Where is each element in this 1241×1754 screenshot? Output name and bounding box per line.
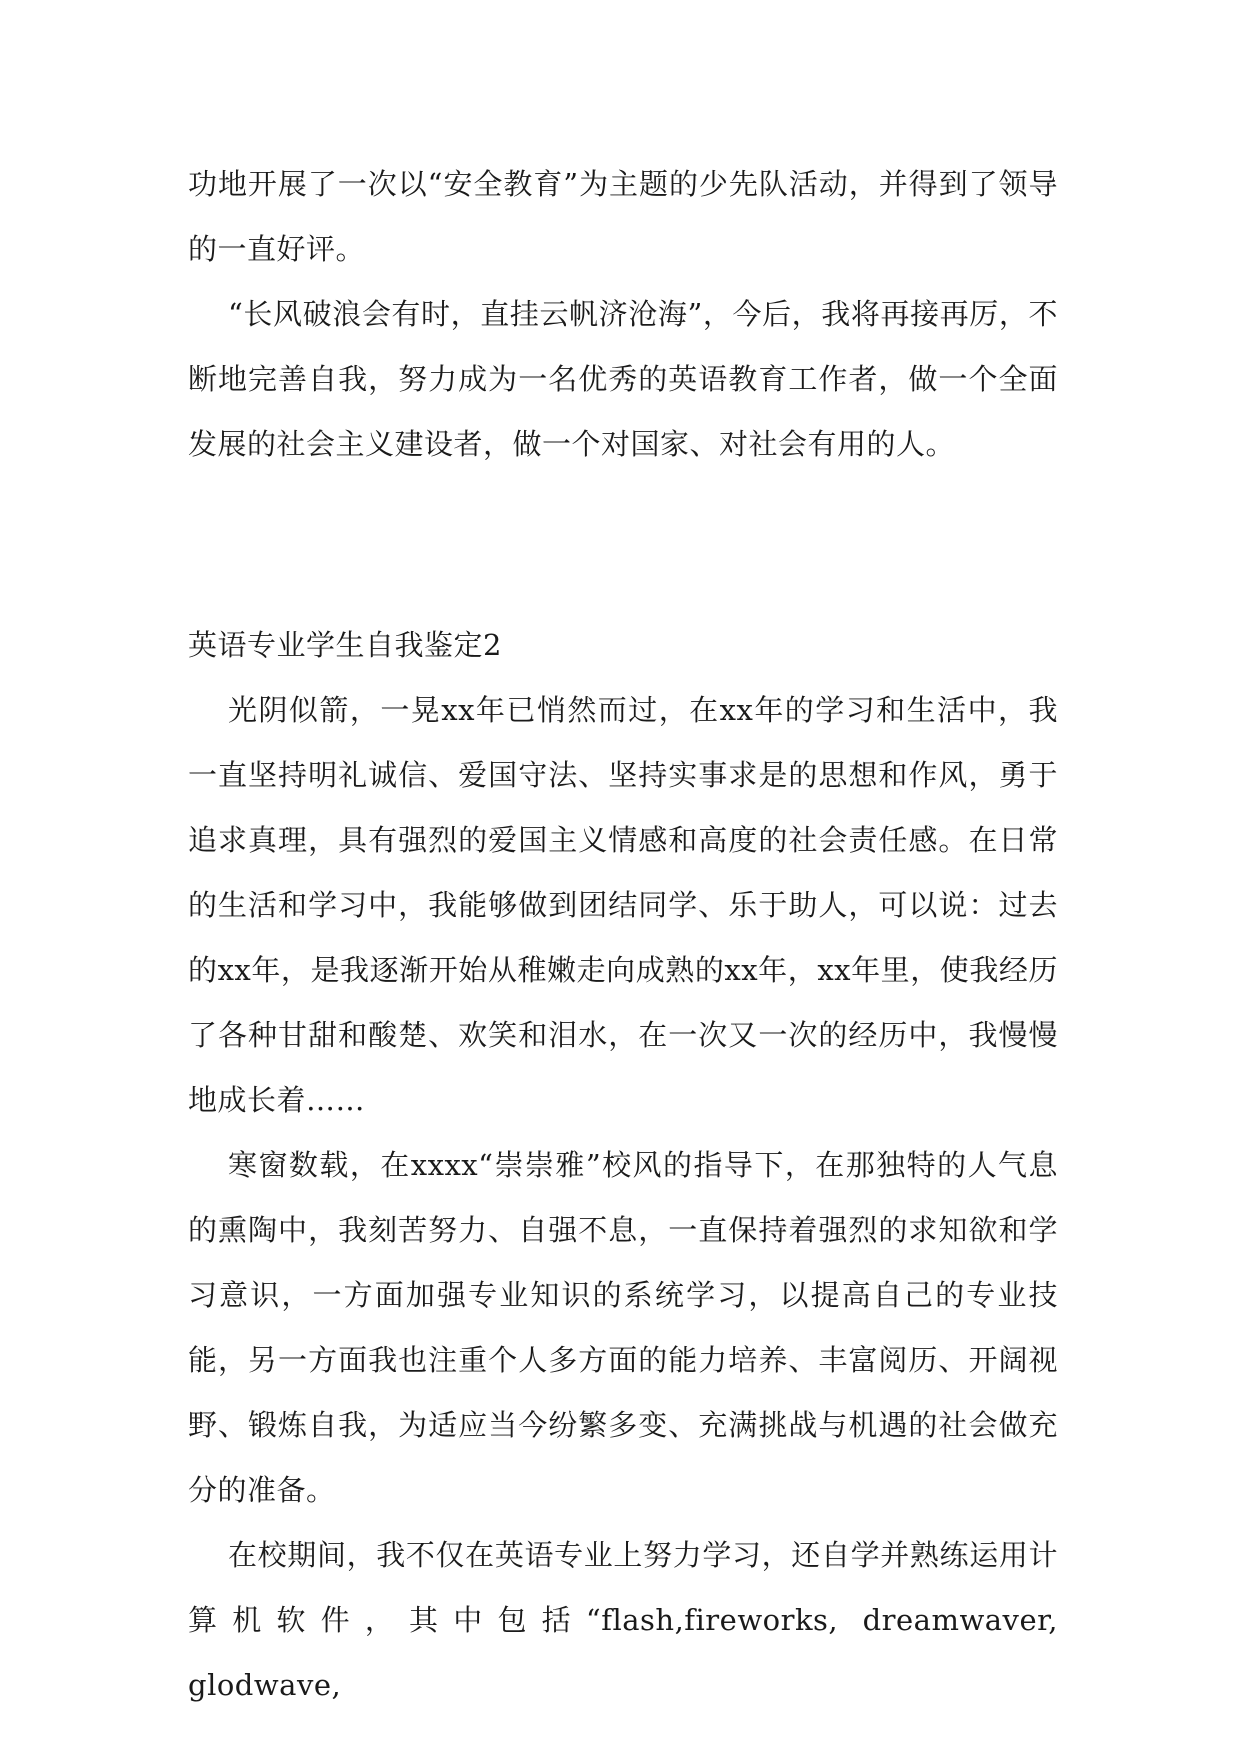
section-title: 英语专业学生自我鉴定2 [188,628,502,662]
intro-section [188,152,1058,477]
self-assessment-section-2 [188,613,1058,1718]
section-paragraph-3: 在校期间，我不仅在英语专业上努力学习，还自学并熟练运用计算机软件，其中包括“flash,fireworks, dreamwaver, glodwave, [188,1538,1058,1702]
section-paragraph-2: 寒窗数载，在xxxx“崇崇雅”校风的指导下，在那独特的人气息的熏陶中，我刻苦努力、自强不息，一直保持着强烈的求知欲和学习意识，一方面加强专业知识的系统学习，以提高自己的专业技能，另一方面我也注重个人多方面的能力培养、丰富阅历、开阔视野、锻炼自我，为适应当今纷繁多变、充满挑战与机遇的社会做充分的准备。 [188,1148,1058,1507]
intro-paragraph-1: 功地开展了一次以“安全教育”为主题的少先队活动，并得到了领导的一直好评。 [188,167,1058,266]
intro-paragraph-2: “长风破浪会有时，直挂云帆济沧海”，今后，我将再接再厉，不断地完善自我，努力成为一名优秀的英语教育工作者，做一个全面发展的社会主义建设者，做一个对国家、对社会有用的人。 [188,297,1058,461]
section-paragraph-1: 光阴似箭，一晃xx年已悄然而过，在xx年的学习和生活中，我一直坚持明礼诚信、爱国守法、坚持实事求是的思想和作风，勇于追求真理，具有强烈的爱国主义情感和高度的社会责任感。在日常的生活和学习中，我能够做到团结同学、乐于助人，可以说：过去的xx年，是我逐渐开始从稚嫩走向成熟的xx年，xx年里，使我经历了各种甘甜和酸楚、欢笑和泪水，在一次又一次的经历中，我慢慢地成长着…… [188,693,1058,1117]
